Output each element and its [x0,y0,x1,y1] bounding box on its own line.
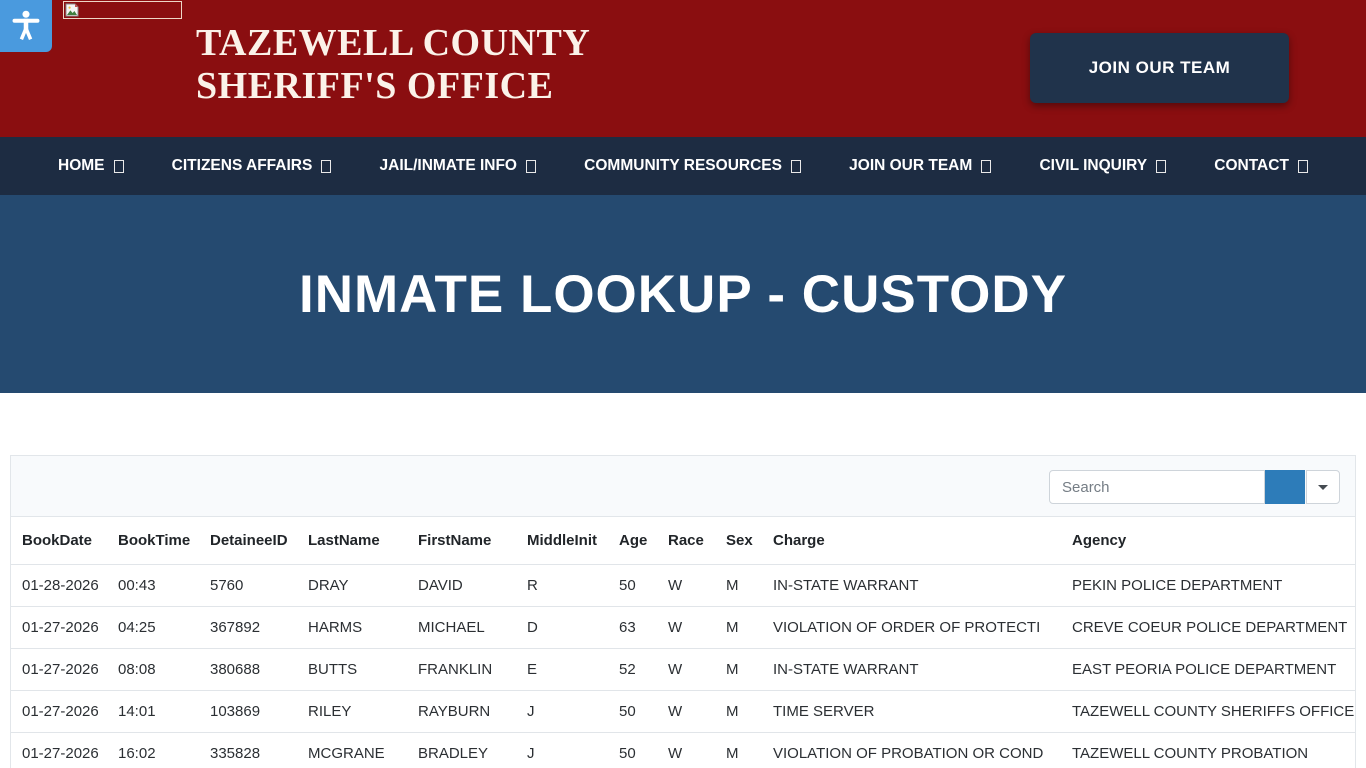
menu-expand-icon [114,160,124,173]
nav-item-label: CONTACT [1214,157,1289,174]
nav-item-label: CITIZENS AFFAIRS [171,157,313,174]
table-body [11,565,1355,768]
logo-image-placeholder [63,1,182,19]
inmate-table-panel [10,455,1356,768]
cell-lastname: DRAY [297,565,407,607]
cell-lastname: HARMS [297,607,407,649]
column-header-booktime[interactable]: BookTime [118,532,191,549]
hero-banner [0,195,1366,393]
cell-lastname: BUTTS [297,649,407,691]
cell-middleinit: R [516,565,608,607]
cell-bookdate: 01-27-2026 [11,733,107,768]
menu-expand-icon [981,160,991,173]
nav-item-label: CIVIL INQUIRY [1039,157,1148,174]
cell-booktime: 14:01 [107,691,199,733]
cell-sex: M [715,733,762,768]
search-button[interactable] [1265,470,1305,504]
cell-lastname: MCGRANE [297,733,407,768]
column-header-middleinit[interactable]: MiddleInit [527,532,597,549]
cell-detaineeid: 367892 [199,607,297,649]
nav-item-jail-inmate-info[interactable] [380,157,537,175]
cell-sex: M [715,691,762,733]
cell-firstname: DAVID [407,565,516,607]
cell-race: W [657,565,715,607]
search-options-dropdown[interactable] [1306,470,1340,504]
nav-item-label: COMMUNITY RESOURCES [584,157,782,174]
cell-detaineeid: 335828 [199,733,297,768]
cell-charge: IN-STATE WARRANT [762,565,1061,607]
cell-detaineeid: 380688 [199,649,297,691]
column-header-firstname[interactable]: FirstName [418,532,492,549]
column-header-age[interactable]: Age [619,532,648,549]
cell-race: W [657,733,715,768]
cell-agency: TAZEWELL COUNTY PROBATION [1061,733,1355,768]
column-header-race[interactable]: Race [668,532,704,549]
inmate-table [11,517,1355,768]
cell-middleinit: J [516,733,608,768]
cell-middleinit: J [516,691,608,733]
menu-expand-icon [1298,160,1308,173]
nav-item-label: JOIN OUR TEAM [849,157,973,174]
nav-item-civil-inquiry[interactable] [1039,157,1166,175]
site-title-line2: SHERIFF'S OFFICE [196,65,554,107]
cell-firstname: MICHAEL [407,607,516,649]
cell-firstname: FRANKLIN [407,649,516,691]
cell-firstname: RAYBURN [407,691,516,733]
table-row [11,691,1355,733]
cell-detaineeid: 103869 [199,691,297,733]
cell-bookdate: 01-27-2026 [11,649,107,691]
cell-charge: VIOLATION OF ORDER OF PROTECTI [762,607,1061,649]
cell-race: W [657,691,715,733]
cell-lastname: RILEY [297,691,407,733]
cell-race: W [657,649,715,691]
accessibility-person-icon [9,8,43,45]
cell-charge: TIME SERVER [762,691,1061,733]
cell-bookdate: 01-27-2026 [11,691,107,733]
cell-bookdate: 01-27-2026 [11,607,107,649]
cell-agency: PEKIN POLICE DEPARTMENT [1061,565,1355,607]
cell-middleinit: E [516,649,608,691]
cell-sex: M [715,565,762,607]
cell-booktime: 04:25 [107,607,199,649]
cell-detaineeid: 5760 [199,565,297,607]
site-header [0,0,1366,137]
nav-item-contact[interactable] [1214,157,1308,175]
site-title [196,22,590,108]
cell-age: 50 [608,733,657,768]
cell-age: 63 [608,607,657,649]
cell-sex: M [715,649,762,691]
cell-age: 50 [608,691,657,733]
main-content [0,393,1366,768]
cell-agency: CREVE COEUR POLICE DEPARTMENT [1061,607,1355,649]
broken-image-icon [64,2,79,22]
menu-expand-icon [791,160,801,173]
table-row [11,565,1355,607]
cell-bookdate: 01-28-2026 [11,565,107,607]
menu-expand-icon [321,160,331,173]
accessibility-button[interactable] [0,0,52,52]
cell-booktime: 16:02 [107,733,199,768]
table-head [11,517,1355,565]
cell-age: 52 [608,649,657,691]
table-toolbar [11,456,1355,517]
main-nav [0,137,1366,195]
cell-charge: VIOLATION OF PROBATION OR COND [762,733,1061,768]
caret-down-icon [1318,485,1328,490]
nav-item-label: JAIL/INMATE INFO [379,157,517,174]
nav-item-citizens-affairs[interactable] [172,157,332,175]
cell-firstname: BRADLEY [407,733,516,768]
cell-booktime: 00:43 [107,565,199,607]
page-title: INMATE LOOKUP - CUSTODY [299,264,1067,324]
nav-item-join-our-team[interactable] [849,157,991,175]
cell-booktime: 08:08 [107,649,199,691]
cell-agency: TAZEWELL COUNTY SHERIFFS OFFICE [1061,691,1355,733]
nav-item-label: HOME [58,157,105,174]
column-header-sex[interactable]: Sex [726,532,753,549]
table-header-row [11,517,1355,565]
cell-agency: EAST PEORIA POLICE DEPARTMENT [1061,649,1355,691]
cell-sex: M [715,607,762,649]
cell-charge: IN-STATE WARRANT [762,649,1061,691]
column-header-agency[interactable]: Agency [1072,532,1127,549]
join-our-team-button[interactable]: JOIN OUR TEAM [1030,33,1289,103]
table-row [11,607,1355,649]
cell-race: W [657,607,715,649]
menu-expand-icon [1156,160,1166,173]
nav-item-community-resources[interactable] [584,157,801,175]
table-row [11,649,1355,691]
search-group [1049,470,1340,504]
search-input[interactable] [1049,470,1265,504]
column-header-detaineeid[interactable]: DetaineeID [210,532,288,549]
menu-expand-icon [526,160,536,173]
cell-middleinit: D [516,607,608,649]
column-header-charge[interactable]: Charge [773,532,825,549]
site-title-line1: TAZEWELL COUNTY [196,22,591,64]
cell-age: 50 [608,565,657,607]
table-row [11,733,1355,768]
nav-item-home[interactable] [58,157,124,175]
column-header-bookdate[interactable]: BookDate [22,532,93,549]
column-header-lastname[interactable]: LastName [308,532,380,549]
